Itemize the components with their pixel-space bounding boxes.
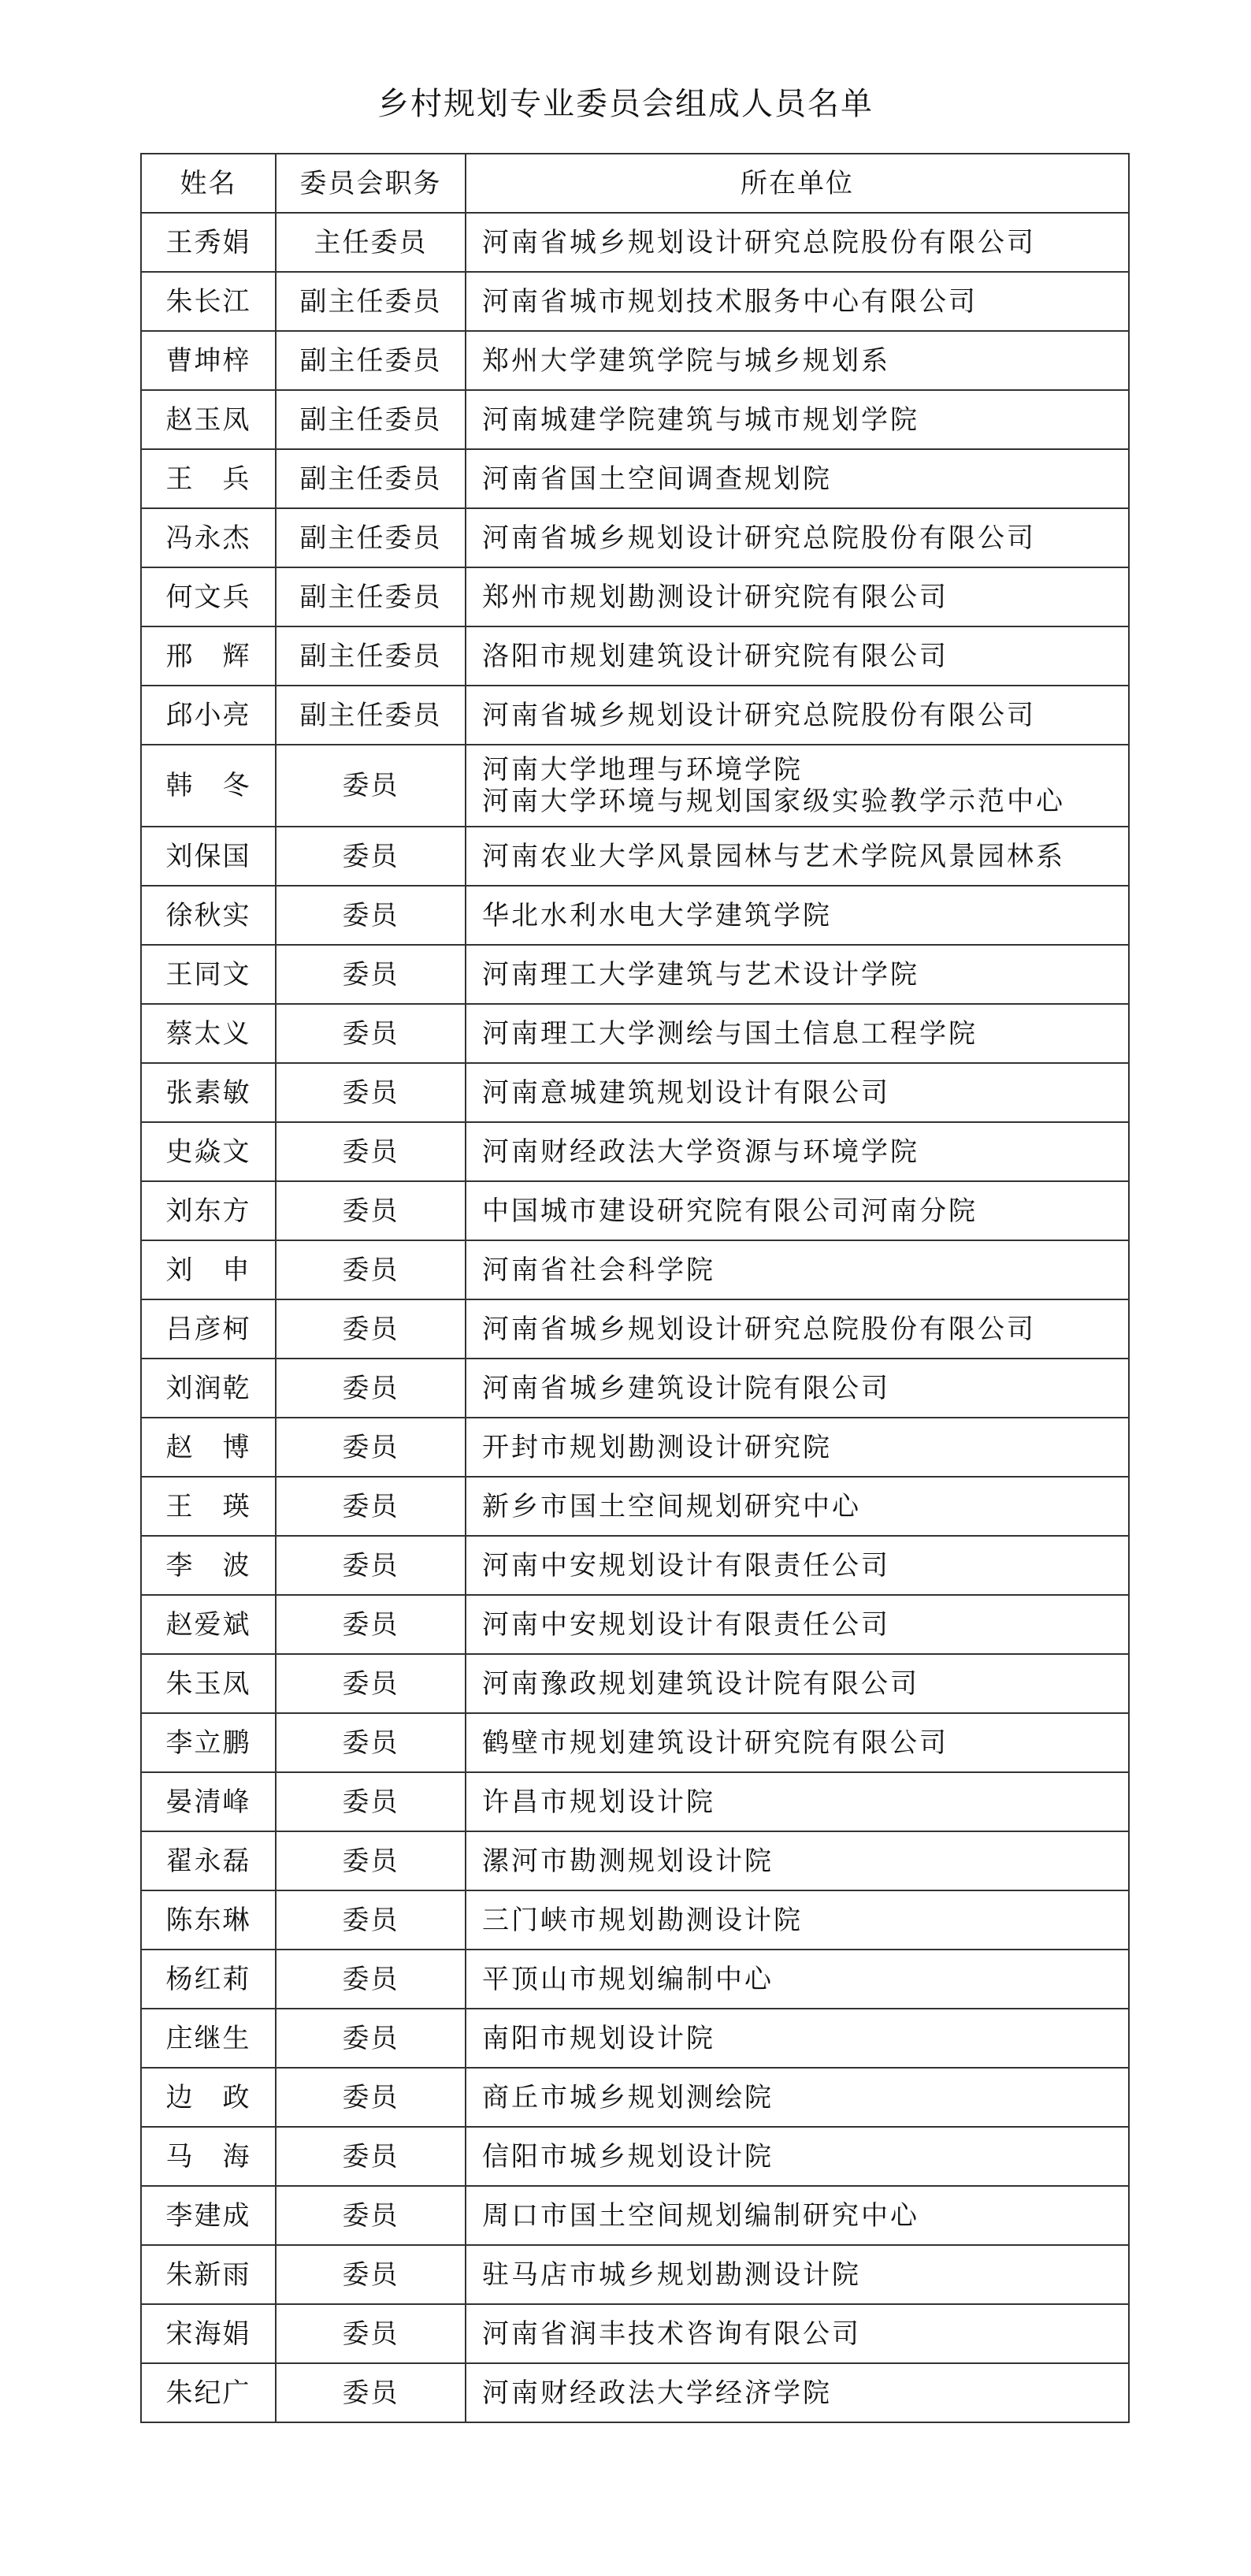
member-name-cell: 冯永杰 [141,508,276,567]
member-position-cell: 委员 [276,1890,466,1950]
member-position-cell: 委员 [276,1181,466,1240]
table-row [141,886,1129,945]
table-row [141,1122,1129,1181]
member-position-cell: 委员 [276,1299,466,1359]
member-unit-line: 河南大学环境与规划国家级实验教学示范中心 [482,786,1065,817]
member-unit-cell: 河南省城乡规划设计研究总院股份有限公司 [466,686,1129,745]
member-unit-cell: 开封市规划勘测设计研究院 [466,1418,1129,1477]
member-name-cell: 陈东琳 [141,1890,276,1950]
table-row [141,1713,1129,1772]
table-row [141,1890,1129,1950]
member-name-cell: 翟永磊 [141,1831,276,1890]
member-name-cell: 边 政 [141,2068,276,2127]
member-unit-cell: 平顶山市规划编制中心 [466,1950,1129,2009]
member-name-cell: 王秀娟 [141,213,276,272]
member-unit-cell: 河南理工大学建筑与艺术设计学院 [466,945,1129,1004]
member-name-cell: 徐秋实 [141,886,276,945]
table-row [141,1595,1129,1654]
member-name-cell: 吕彦柯 [141,1299,276,1359]
member-unit-cell: 河南省国土空间调查规划院 [466,449,1129,508]
member-name-cell: 赵玉凤 [141,390,276,449]
member-unit-line: 河南大学地理与环境学院 [482,754,803,786]
table-row [141,449,1129,508]
member-position-cell: 委员 [276,1772,466,1831]
member-unit-cell: 驻马店市城乡规划勘测设计院 [466,2245,1129,2304]
member-position-cell: 主任委员 [276,213,466,272]
member-name-cell: 朱玉凤 [141,1654,276,1713]
member-unit-cell: 信阳市城乡规划设计院 [466,2127,1129,2186]
member-name-cell: 王同文 [141,945,276,1004]
member-unit-cell: 河南省城乡规划设计研究总院股份有限公司 [466,213,1129,272]
table-row [141,1004,1129,1063]
member-position-cell: 副主任委员 [276,390,466,449]
member-unit-cell: 周口市国土空间规划编制研究中心 [466,2186,1129,2245]
table-header-row [141,154,1129,213]
table-row [141,1831,1129,1890]
member-unit-cell: 河南财经政法大学资源与环境学院 [466,1122,1129,1181]
member-name-cell: 曹坤梓 [141,331,276,390]
column-header-position: 委员会职务 [276,154,466,213]
table-row [141,2068,1129,2127]
member-unit-cell: 河南省润丰技术咨询有限公司 [466,2304,1129,2363]
table-row [141,1181,1129,1240]
member-position-cell: 委员 [276,886,466,945]
member-unit-cell: 河南省城市规划技术服务中心有限公司 [466,272,1129,331]
table-row [141,1477,1129,1536]
member-position-cell: 委员 [276,1240,466,1299]
table-row [141,331,1129,390]
member-position-cell: 委员 [276,2304,466,2363]
column-header-unit: 所在单位 [466,154,1129,213]
member-unit-cell: 河南省社会科学院 [466,1240,1129,1299]
table-row [141,2127,1129,2186]
member-position-cell: 副主任委员 [276,626,466,686]
member-name-cell: 刘东方 [141,1181,276,1240]
member-unit-cell: 河南意城建筑规划设计有限公司 [466,1063,1129,1122]
member-position-cell: 委员 [276,1713,466,1772]
table-row [141,1772,1129,1831]
table-row [141,1063,1129,1122]
table-body [141,213,1129,2422]
member-position-cell: 委员 [276,1122,466,1181]
member-name-cell: 史焱文 [141,1122,276,1181]
member-name-cell: 蔡太义 [141,1004,276,1063]
member-position-cell: 委员 [276,745,466,827]
member-name-cell: 马 海 [141,2127,276,2186]
table-row [141,686,1129,745]
member-position-cell: 委员 [276,2186,466,2245]
member-name-cell: 韩 冬 [141,745,276,827]
table-row [141,390,1129,449]
member-position-cell: 委员 [276,2245,466,2304]
member-unit-cell: 河南财经政法大学经济学院 [466,2363,1129,2422]
table-row [141,2186,1129,2245]
member-unit-cell: 三门峡市规划勘测设计院 [466,1890,1129,1950]
member-position-cell: 委员 [276,1654,466,1713]
member-unit-cell: 郑州大学建筑学院与城乡规划系 [466,331,1129,390]
member-name-cell: 邱小亮 [141,686,276,745]
member-unit-cell: 河南理工大学测绘与国土信息工程学院 [466,1004,1129,1063]
member-position-cell: 委员 [276,1950,466,2009]
member-position-cell: 副主任委员 [276,508,466,567]
member-position-cell: 委员 [276,1359,466,1418]
member-position-cell: 副主任委员 [276,449,466,508]
member-name-cell: 朱长江 [141,272,276,331]
member-unit-cell: 河南中安规划设计有限责任公司 [466,1536,1129,1595]
table-row [141,2304,1129,2363]
member-position-cell: 委员 [276,2363,466,2422]
member-position-cell: 委员 [276,1477,466,1536]
member-position-cell: 委员 [276,827,466,886]
table-row [141,213,1129,272]
member-position-cell: 委员 [276,1004,466,1063]
member-position-cell: 委员 [276,1831,466,1890]
member-name-cell: 张素敏 [141,1063,276,1122]
member-name-cell: 晏清峰 [141,1772,276,1831]
table-row [141,827,1129,886]
table-row [141,1418,1129,1477]
member-unit-cell: 河南省城乡规划设计研究总院股份有限公司 [466,1299,1129,1359]
member-name-cell: 李 波 [141,1536,276,1595]
member-name-cell: 李建成 [141,2186,276,2245]
member-position-cell: 委员 [276,2009,466,2068]
member-name-cell: 刘保国 [141,827,276,886]
member-name-cell: 赵 博 [141,1418,276,1477]
member-position-cell: 委员 [276,1536,466,1595]
member-unit-cell: 河南中安规划设计有限责任公司 [466,1595,1129,1654]
member-name-cell: 王 瑛 [141,1477,276,1536]
member-name-cell: 何文兵 [141,567,276,626]
member-unit-cell: 河南省城乡规划设计研究总院股份有限公司 [466,508,1129,567]
member-position-cell: 副主任委员 [276,686,466,745]
member-name-cell: 王 兵 [141,449,276,508]
member-position-cell: 委员 [276,1063,466,1122]
member-unit-cell: 华北水利水电大学建筑学院 [466,886,1129,945]
table-row [141,745,1129,827]
member-unit-cell: 洛阳市规划建筑设计研究院有限公司 [466,626,1129,686]
table-row [141,2245,1129,2304]
member-name-cell: 刘润乾 [141,1359,276,1418]
member-position-cell: 副主任委员 [276,331,466,390]
table-row [141,1950,1129,2009]
member-name-cell: 李立鹏 [141,1713,276,1772]
table-row [141,1359,1129,1418]
table-row [141,567,1129,626]
member-name-cell: 庄继生 [141,2009,276,2068]
member-position-cell: 委员 [276,945,466,1004]
member-unit-cell: 河南豫政规划建筑设计院有限公司 [466,1654,1129,1713]
table-row [141,1240,1129,1299]
member-name-cell: 邢 辉 [141,626,276,686]
member-name-cell: 宋海娟 [141,2304,276,2363]
member-unit-cell: 新乡市国土空间规划研究中心 [466,1477,1129,1536]
table-row [141,1299,1129,1359]
member-position-cell: 委员 [276,2127,466,2186]
table-row [141,1536,1129,1595]
table-row [141,2009,1129,2068]
member-unit-cell [466,745,1129,827]
table-row [141,626,1129,686]
column-header-name: 姓名 [141,154,276,213]
member-position-cell: 副主任委员 [276,272,466,331]
member-name-cell: 刘 申 [141,1240,276,1299]
member-unit-cell: 南阳市规划设计院 [466,2009,1129,2068]
member-name-cell: 朱纪广 [141,2363,276,2422]
member-position-cell: 委员 [276,2068,466,2127]
member-unit-cell: 漯河市勘测规划设计院 [466,1831,1129,1890]
table-row [141,945,1129,1004]
member-position-cell: 副主任委员 [276,567,466,626]
member-unit-cell: 鹤壁市规划建筑设计研究院有限公司 [466,1713,1129,1772]
table-row [141,1654,1129,1713]
page-title: 乡村规划专业委员会组成人员名单 [377,86,874,122]
member-unit-cell: 河南农业大学风景园林与艺术学院风景园林系 [466,827,1129,886]
member-name-cell: 赵爱斌 [141,1595,276,1654]
member-name-cell: 朱新雨 [141,2245,276,2304]
member-unit-cell: 中国城市建设研究院有限公司河南分院 [466,1181,1129,1240]
table-row [141,508,1129,567]
member-name-cell: 杨红莉 [141,1950,276,2009]
committee-members-table [140,153,1130,2423]
table-row [141,2363,1129,2422]
member-unit-cell: 河南城建学院建筑与城市规划学院 [466,390,1129,449]
member-unit-cell: 许昌市规划设计院 [466,1772,1129,1831]
table-row [141,272,1129,331]
member-unit-cell: 商丘市城乡规划测绘院 [466,2068,1129,2127]
member-position-cell: 委员 [276,1418,466,1477]
member-unit-cell: 河南省城乡建筑设计院有限公司 [466,1359,1129,1418]
member-unit-cell: 郑州市规划勘测设计研究院有限公司 [466,567,1129,626]
member-position-cell: 委员 [276,1595,466,1654]
